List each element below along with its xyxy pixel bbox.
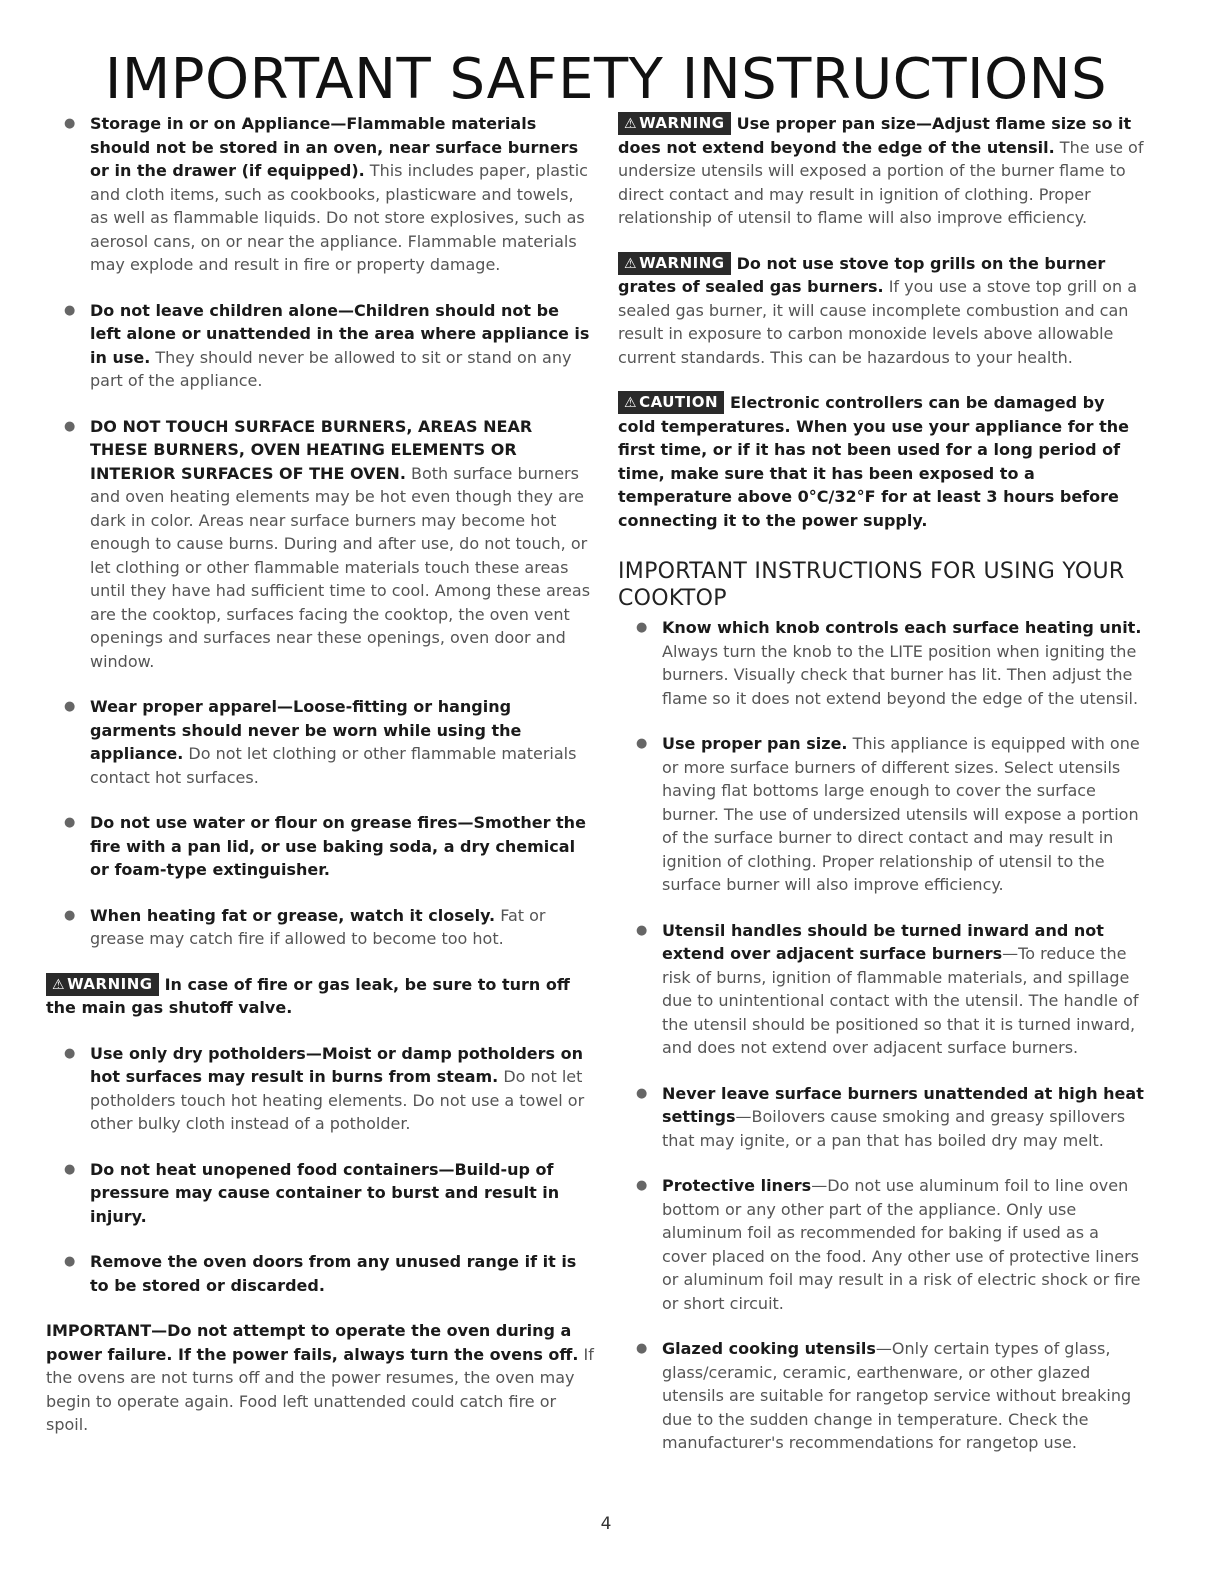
warning-block (618, 112, 1146, 230)
list-item (46, 695, 594, 789)
bullet-icon: ● (636, 620, 648, 635)
list-item (46, 811, 594, 882)
item-heading: Storage in or on Appliance—Flammable materials should not be stored in an oven, near surface burners or in the drawer (if equipped). (90, 114, 579, 180)
item-text: Do not let potholders touch hot heating elements. Do not use a towel or other bulky cloth instead of a potholder. (90, 1067, 585, 1133)
bullet-icon: ● (64, 418, 76, 434)
warning-heading: Do not use stove top grills on the burner grates of sealed gas burners. (618, 253, 1106, 296)
right-column (618, 112, 1146, 1477)
list-item (618, 1174, 1146, 1315)
item-heading: Know which knob controls each surface heating unit. (662, 618, 1142, 637)
bullet-icon: ● (636, 922, 648, 938)
item-text: —To reduce the risk of burns, ignition of flammable materials, and spillage due to unintentional contact with the utensil. The handle of the utensil should be positioned so that it is turned inward, and does not extend over adjacent surface burners. (662, 944, 1139, 1057)
warning-text: The use of undersize utensils will exposed a portion of the burner flame to direct contact and may result in ignition of clothing. Proper relationship of utensil to flame will also improve efficiency. (618, 137, 1144, 227)
bullet-icon: ● (636, 1341, 648, 1356)
important-text: If the ovens are not turns off and the power resumes, the oven may begin to operate again. Food left unattended could catch fire or spoil. (46, 1344, 594, 1434)
page-title: IMPORTANT SAFETY INSTRUCTIONS (104, 47, 1108, 112)
list-item (46, 112, 594, 277)
item-text: Do not let clothing or other flammable materials contact hot surfaces. (90, 744, 577, 787)
item-text: Always turn the knob to the LITE position when igniting the burners. Visually check that burner has lit. Then adjust the flame so it does not extend beyond the edge of the utensil. (662, 641, 1139, 708)
list-item (46, 904, 594, 951)
warning-triangle-icon: ⚠ (624, 255, 638, 272)
warning-badge: ⚠ WARNING (46, 973, 159, 996)
item-heading: Never leave surface burners unattended at high heat settings (662, 1083, 1144, 1126)
item-heading: DO NOT TOUCH SURFACE BURNERS, AREAS NEAR THESE BURNERS, OVEN HEATING ELEMENTS OR INTERIOR SURFACES OF THE OVEN. (90, 416, 533, 483)
warning-triangle-icon: ⚠ (624, 395, 638, 411)
caution-heading: Electronic controllers can be damaged by cold temperatures. When you use your appliance for the first time, or if it has not been used for a long period of time, make sure that it has been exposed to a temperature above 0°C/32°F for at least 3 hours before connecting it to the power supply. (618, 393, 1130, 530)
warning-badge: ⚠ WARNING (618, 112, 731, 135)
warning-text: In case of fire or gas leak, be sure to turn off the main gas shutoff valve. (46, 974, 570, 1017)
warning-text: If you use a stove top grill on a sealed gas burner, it will cause incomplete combustion and can result in exposure to carbon monoxide levels above allowable current standards. This can be hazardous to your health. (618, 277, 1137, 367)
item-text: They should never be allowed to sit or stand on any part of the appliance. (90, 347, 572, 390)
list-item (46, 1042, 594, 1136)
page-number: 4 (600, 1514, 612, 1534)
bullet-icon: ● (636, 736, 648, 751)
item-heading: Glazed cooking utensils (662, 1339, 876, 1358)
warning-badge: ⚠ WARNING (618, 252, 731, 275)
bullet-icon: ● (636, 1178, 648, 1193)
item-heading: Utensil handles should be turned inward and not extend over adjacent surface burners (662, 920, 1104, 963)
important-note (46, 1319, 594, 1437)
list-item (618, 919, 1146, 1060)
item-heading: Do not heat unopened food containers—Build-up of pressure may cause container to burst and result in injury. (90, 1159, 560, 1226)
item-text: —Do not use aluminum foil to line oven bottom or any other part of the appliance. Only use aluminum foil as recommended for baking if used as a cover placed on the food. Any other use of protective liners or aluminum foil may result in a risk of electric shock or fire or short circuit. (662, 1176, 1141, 1313)
section-heading: IMPORTANT INSTRUCTIONS FOR USING YOUR COOKTOP (618, 559, 1125, 611)
warning-triangle-icon: ⚠ (52, 976, 66, 993)
item-text: —Only certain types of glass, glass/ceramic, ceramic, earthenware, or other glazed utensils are suitable for rangetop service without breaking due to the sudden change in temperature. Check the manufacturer's recommendations for rangetop use. (662, 1339, 1132, 1452)
list-item (618, 1082, 1146, 1153)
bullet-icon: ● (64, 907, 76, 923)
bullet-icon: ● (64, 1161, 76, 1177)
warning-block (618, 252, 1146, 370)
list-item (618, 616, 1146, 710)
item-heading: Do not leave children alone—Children should not be left alone or unattended in the area where appliance is in use. (90, 300, 590, 367)
item-text: This includes paper, plastic and cloth items, such as cookbooks, plasticware and towels, as well as flammable liquids. Do not store explosives, such as aerosol cans, on or near the appliance. Flammable materials may explode and result in fire or property damage. (90, 161, 588, 274)
caution-block (618, 391, 1146, 532)
list-item (46, 1158, 594, 1229)
item-heading: Do not use water or flour on grease fires—Smother the fire with a pan lid, or use baking soda, a dry chemical or foam-type extinguisher. (90, 813, 586, 879)
list-item (618, 732, 1146, 897)
item-text: This appliance is equipped with one or more surface burners of different sizes. Select utensils having flat bottoms large enough to cover the surface burner. The use of undersized utensils will expose a portion of the surface burner to direct contact and may result in ignition of clothing. Proper relationship of utensil to the surface burner will also improve efficiency. (662, 734, 1140, 894)
item-heading: Remove the oven doors from any unused range if it is to be stored or discarded. (90, 1252, 577, 1295)
item-heading: Protective liners (662, 1176, 812, 1195)
warning-triangle-icon: ⚠ (624, 116, 638, 132)
bullet-icon: ● (64, 302, 76, 318)
important-heading: IMPORTANT—Do not attempt to operate the oven during a power failure. If the power fails, always turn the ovens off. (46, 1321, 579, 1364)
bullet-icon: ● (636, 1085, 648, 1101)
item-heading: Wear proper apparel—Loose-fitting or hanging garments should never be worn while using the appliance. (90, 697, 522, 763)
bullet-icon: ● (64, 1045, 76, 1061)
list-item (46, 299, 594, 393)
bullet-icon: ● (64, 699, 76, 714)
list-item (46, 1250, 594, 1297)
warning-block (46, 973, 594, 1020)
list-item (46, 415, 594, 674)
left-column (46, 112, 594, 1459)
bullet-icon: ● (64, 1254, 76, 1269)
bullet-icon: ● (64, 116, 76, 131)
caution-badge: ⚠ CAUTION (618, 391, 724, 414)
item-text: Fat or grease may catch fire if allowed to become too hot. (90, 905, 546, 948)
bullet-icon: ● (64, 815, 76, 830)
item-heading: Use proper pan size. (662, 734, 848, 753)
warning-heading: Use proper pan size—Adjust flame size so it does not extend beyond the edge of the utensil. (618, 114, 1132, 157)
item-heading: Use only dry potholders—Moist or damp potholders on hot surfaces may result in burns from steam. (90, 1043, 583, 1086)
list-item (618, 1337, 1146, 1455)
item-heading: When heating fat or grease, watch it closely. (90, 905, 496, 925)
item-text: —Boilovers cause smoking and greasy spillovers that may ignite, or a pan that has boiled dry may melt. (662, 1107, 1126, 1150)
item-text: Both surface burners and oven heating elements may be hot even though they are dark in color. Areas near surface burners may become hot enough to cause burns. During and after use, do not touch, or let clothing or other flammable materials touch these areas until they have had sufficient time to cool. Among these areas are the cooktop, surfaces facing the cooktop, the oven vent openings and surfaces near these openings, oven door and window. (90, 463, 591, 671)
